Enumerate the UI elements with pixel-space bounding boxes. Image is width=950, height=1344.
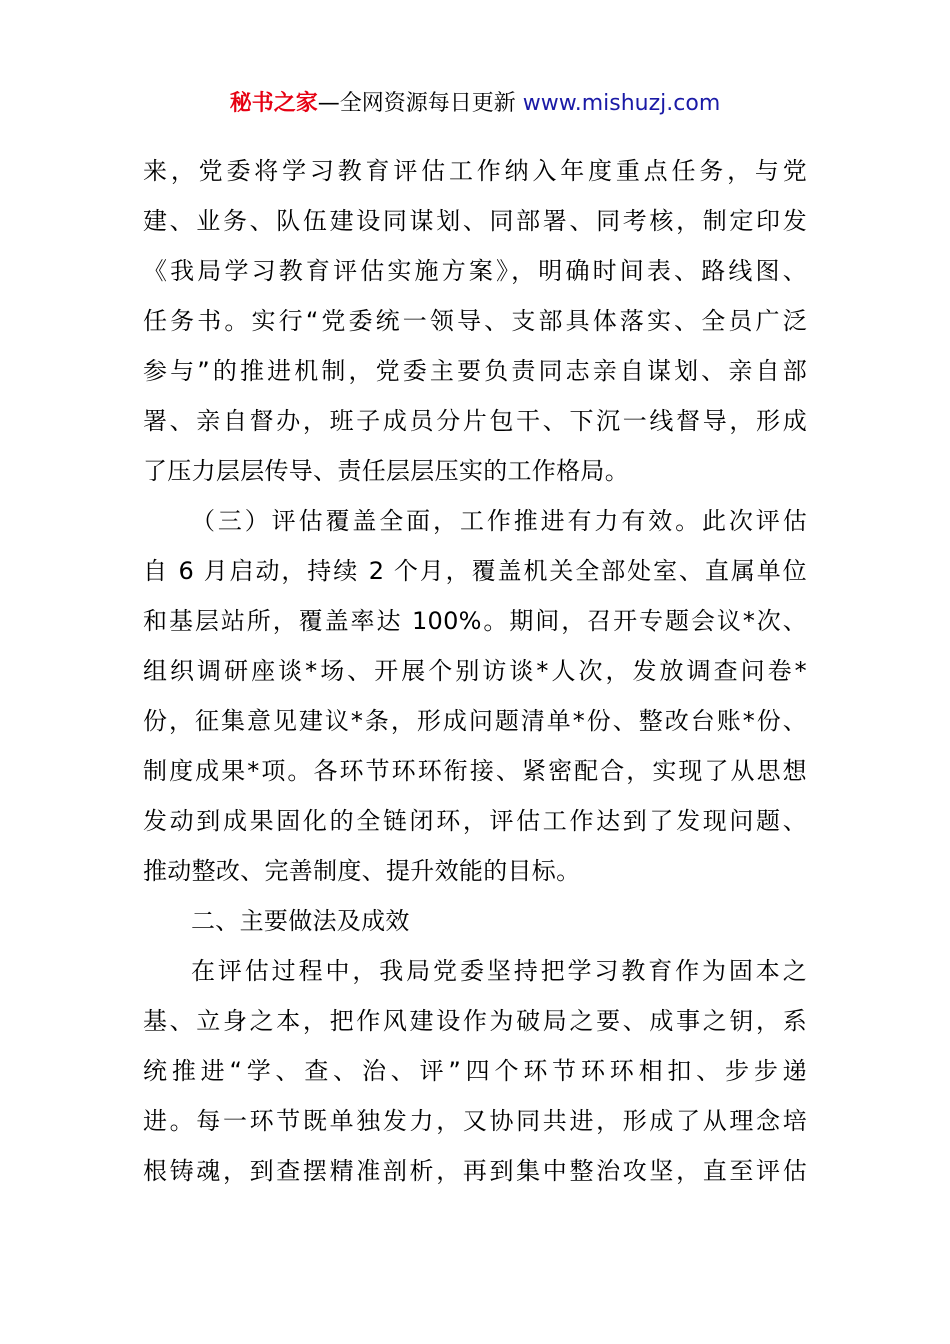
- paragraph-end-line: 了压力层层传导、责任层层压实的工作格局。: [143, 457, 629, 485]
- text-line: 基、立身之本，把作风建设作为破局之要、成事之钥，系: [143, 1007, 807, 1035]
- text-line: 任务书。实行“党委统一领导、支部具体落实、全员广泛: [143, 307, 807, 335]
- site-header: [0, 88, 950, 120]
- section-heading-line: （三）评估覆盖全面，工作推进有力有效。此次评估: [191, 507, 807, 535]
- text-line: 发动到成果固化的全链闭环，评估工作达到了发现问题、: [143, 807, 807, 835]
- text-line: 来，党委将学习教育评估工作纳入年度重点任务，与党: [143, 157, 807, 185]
- text-line: 《我局学习教育评估实施方案》，明确时间表、路线图、: [143, 257, 807, 285]
- text-line: 根铸魂，到查摆精准剖析，再到集中整治攻坚，直至评估: [143, 1157, 807, 1185]
- site-url-link[interactable]: www.mishuzj.com: [522, 91, 721, 116]
- text-line: 在评估过程中，我局党委坚持把学习教育作为固本之: [191, 957, 807, 985]
- text-line: 署、亲自督办，班子成员分片包干、下沉一线督导，形成: [143, 407, 807, 435]
- chapter-heading: 二、主要做法及成效: [191, 907, 410, 935]
- text-line: 自 6 月启动，持续 2 个月，覆盖机关全部处室、直属单位: [143, 557, 807, 585]
- paragraph-end-line: 推动整改、完善制度、提升效能的目标。: [143, 857, 581, 885]
- text-line: 组织调研座谈*场、开展个别访谈*人次，发放调查问卷*: [143, 657, 807, 685]
- document-body: [143, 146, 807, 1196]
- text-line: 参与”的推进机制，党委主要负责同志亲自谋划、亲自部: [143, 357, 807, 385]
- header-tagline: —全网资源每日更新: [317, 91, 516, 116]
- text-line: 进。每一环节既单独发力，又协同共进，形成了从理念培: [143, 1107, 807, 1135]
- text-line: 统推进“学、查、治、评”四个环节环环相扣、步步递: [143, 1057, 807, 1085]
- text-line: 制度成果*项。各环节环环衔接、紧密配合，实现了从思想: [143, 757, 807, 785]
- text-line: 份，征集意见建议*条，形成问题清单*份、整改台账*份、: [143, 707, 807, 735]
- text-line: 建、业务、队伍建设同谋划、同部署、同考核，制定印发: [143, 207, 807, 235]
- brand-name: 秘书之家: [229, 91, 318, 116]
- text-line: 和基层站所，覆盖率达 100%。期间，召开专题会议*次、: [143, 607, 807, 635]
